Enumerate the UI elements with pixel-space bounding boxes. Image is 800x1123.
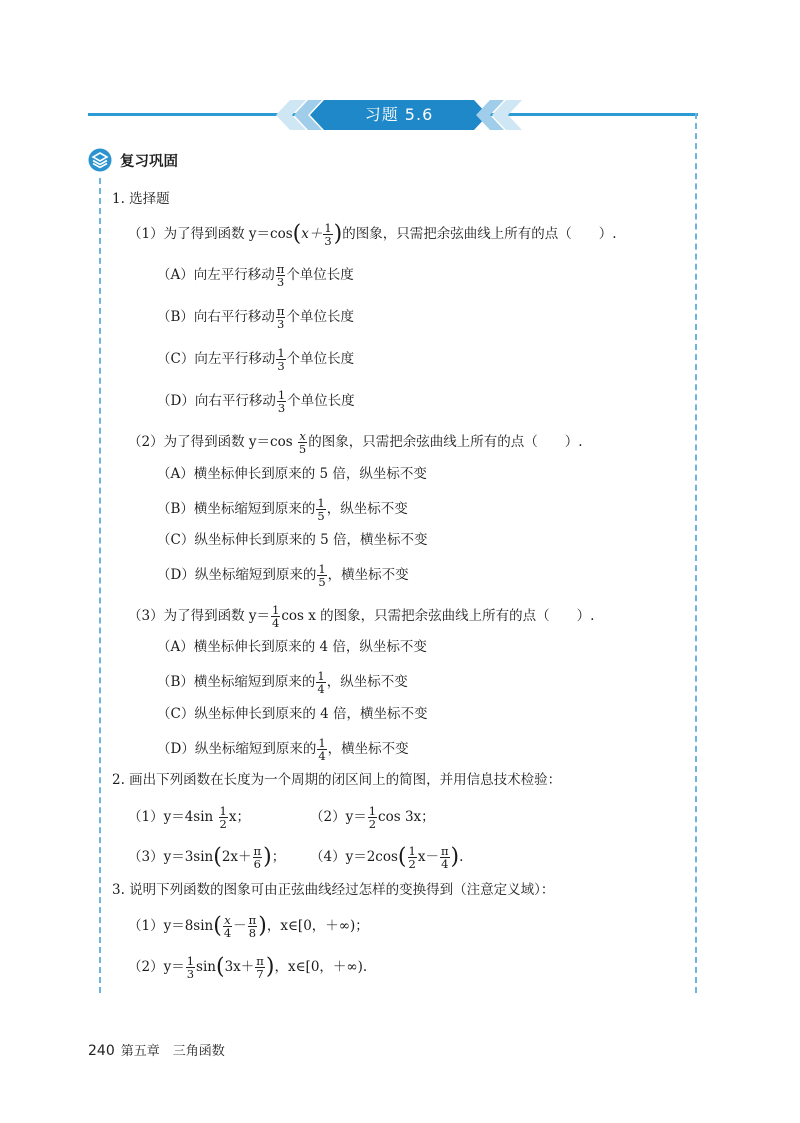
option-1-3-b: （B）横坐标缩短到原来的 $\frac{1}{4}$ ，纵坐标不变: [157, 669, 408, 696]
question-2-3: （3）y＝3sin(2x＋ $\frac{\pi}{6}$ )；: [128, 844, 286, 871]
question-2-label: 2. 画出下列函数在长度为一个周期的闭区间上的简图，并用信息技术检验：: [112, 772, 562, 788]
option-1-3-c: （C）纵坐标伸长到原来的 4 倍，横坐标不变: [157, 706, 428, 722]
question-1-3-stem: （3）为了得到函数 y＝ $\frac{1}{4}$ cos x 的图象，只需把余弦曲线上所有的点（ ）.: [128, 603, 595, 630]
chapter-title: 第五章 三角函数: [120, 1044, 225, 1059]
question-3-1: （1）y＝8sin( $\frac{x}{4}$ － $\frac{\pi}{8}$ )，x∈[0，＋∞)；: [128, 913, 369, 940]
page-number: 240: [88, 1043, 115, 1059]
question-2-4: （4）y＝2cos( $\frac{1}{2}$ x－ $\frac{\pi}{4}$ ).: [310, 844, 464, 871]
question-3-2: （2）y＝ $\frac{1}{3}$ sin(3x＋ $\frac{\pi}{7}$ )，x∈[0，＋∞).: [128, 954, 368, 981]
option-1-2-d: （D）纵坐标缩短到原来的 $\frac{1}{5}$ ，横坐标不变: [157, 562, 409, 589]
question-1-1-stem: （1）为了得到函数 y＝cos(x＋ $\frac{1}{3}$ )的图象，只需把余弦曲线上所有的点（ ）.: [128, 221, 617, 248]
question-1-label: 1. 选择题: [112, 191, 170, 207]
option-1-2-b: （B）横坐标缩短到原来的 $\frac{1}{5}$ ，纵坐标不变: [157, 496, 408, 523]
question-2-2: （2）y＝ $\frac{1}{2}$ cos 3x；: [310, 804, 435, 831]
question-3-label: 3. 说明下列函数的图象可由正弦曲线经过怎样的变换得到（注意定义域）：: [112, 882, 555, 898]
option-1-3-a: （A）横坐标伸长到原来的 4 倍，纵坐标不变: [157, 639, 427, 655]
page-footer: [88, 1040, 225, 1059]
question-1-2-stem: （2）为了得到函数 y＝cos $\frac{x}{5}$ 的图象，只需把余弦曲线上所有的点（ ）.: [128, 429, 583, 456]
option-1-1-a: （A）向左平行移动 $\frac{\pi}{3}$ 个单位长度: [157, 262, 354, 289]
option-1-2-a: （A）横坐标伸长到原来的 5 倍，纵坐标不变: [157, 466, 427, 482]
layers-icon: [88, 148, 112, 172]
option-1-2-c: （C）纵坐标伸长到原来的 5 倍，横坐标不变: [157, 532, 428, 548]
exercise-banner: [276, 100, 522, 130]
option-1-1-d: （D）向右平行移动 $\frac{1}{3}$ 个单位长度: [157, 388, 355, 415]
option-1-1-c: （C）向左平行移动 $\frac{1}{3}$ 个单位长度: [157, 346, 355, 373]
right-dashed-border: [695, 113, 697, 993]
section-title: 复习巩固: [120, 154, 178, 170]
exercise-title: 习题 5.6: [364, 105, 434, 124]
question-2-1: （1）y＝4sin $\frac{1}{2}$ x；: [128, 804, 250, 831]
option-1-1-b: （B）向右平行移动 $\frac{\pi}{3}$ 个单位长度: [157, 304, 354, 331]
option-1-3-d: （D）纵坐标缩短到原来的 $\frac{1}{4}$ ，横坐标不变: [157, 736, 409, 763]
left-dashed-border: [99, 178, 101, 993]
header-rule-left: [88, 113, 306, 116]
